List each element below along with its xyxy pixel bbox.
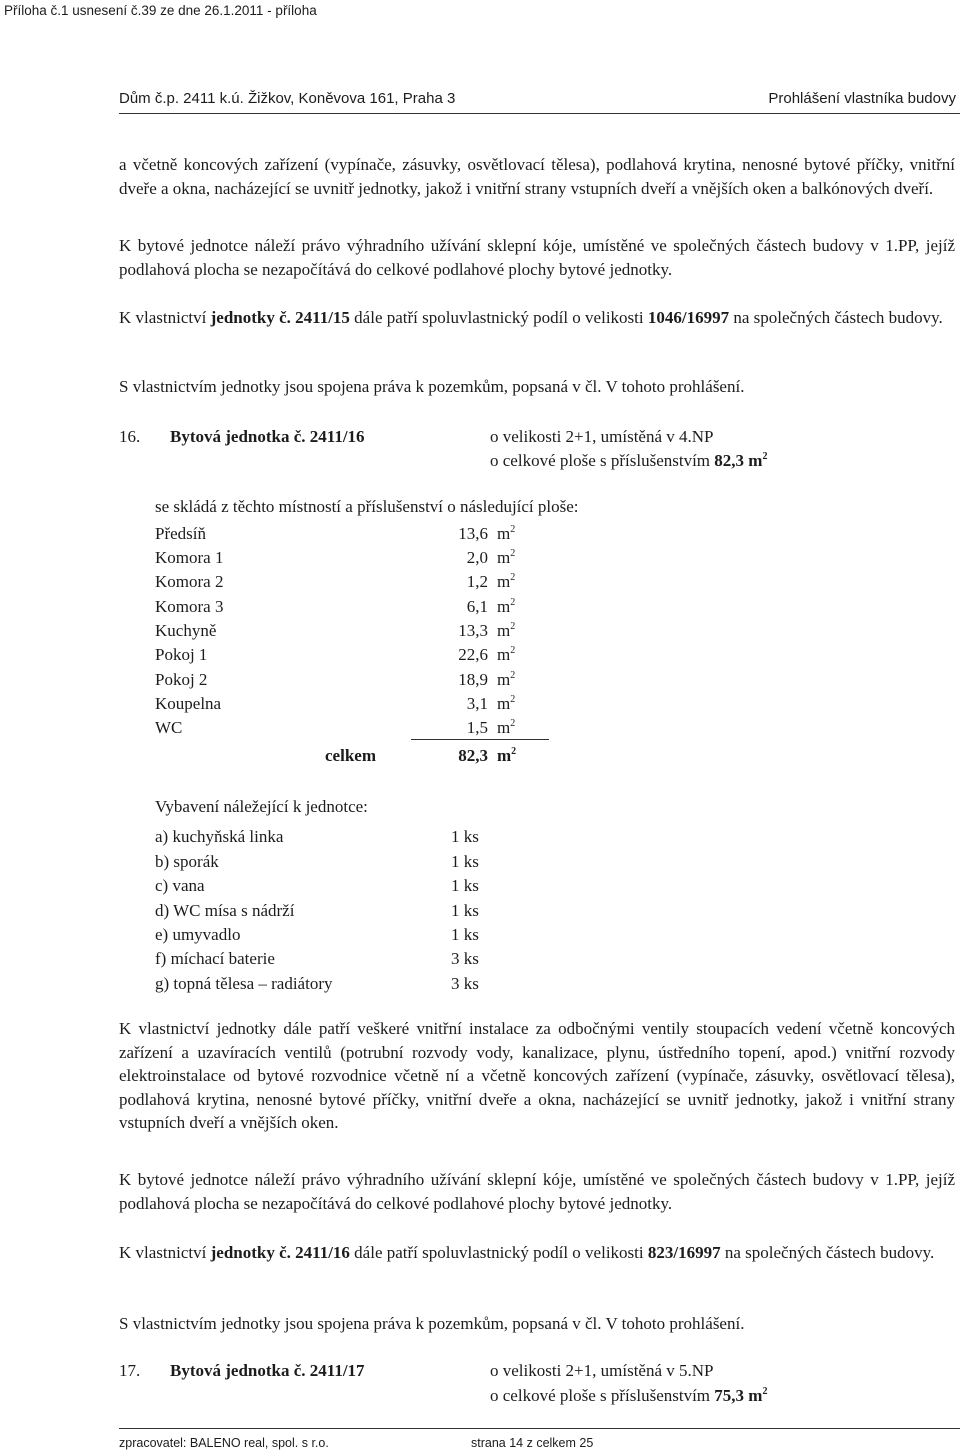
room-name: Pokoj 2	[155, 670, 208, 689]
equipment-intro: Vybavení náležející k jednotce:	[155, 797, 368, 816]
room-unit: $m^2$	[497, 645, 516, 664]
unit15-share-value: 1046/16997	[647, 308, 730, 327]
room-name: Komora 1	[155, 548, 224, 567]
equipment-qty: 1 ks	[451, 827, 479, 846]
unit17-number: 17.	[119, 1361, 141, 1380]
unit15-land-rights-text: S vlastnictvím jednotky jsou spojena práva k pozemkům, popsaná v čl. V tohoto prohlášení.	[119, 377, 745, 396]
equipment-item: e) umyvadlo	[155, 925, 241, 944]
room-name: Koupelna	[155, 694, 222, 713]
footer-prepared-by: zpracovatel: BALENO real, spol. s r.o.	[119, 1436, 329, 1450]
unit15-installations-text: a včetně koncových zařízení (vypínače, zásuvky, osvětlovací tělesa), podlahová krytina, nenosné bytové příčky, vnitřní dveře a okna, nacházející se uvnitř jednotky, jakož i vnitřní strany vstupních dveří a vnějších oken a balkónových dveří.	[119, 155, 955, 198]
room-name: Pokoj 1	[155, 645, 208, 664]
room-area: 1,5	[466, 718, 488, 737]
equipment-item: d) WC mísa s nádrží	[155, 901, 295, 920]
equipment-qty: 3 ks	[451, 949, 479, 968]
room-unit: $m^2$	[497, 597, 516, 616]
equipment-qty: 1 ks	[451, 876, 479, 895]
room-unit: $m^2$	[497, 621, 516, 640]
total-area: 82,3	[458, 746, 488, 765]
unit16-cellar-text: K bytové jednotce náleží právo výhradního užívání sklepní kóje, umístěné ve společných částech budovy v 1.PP, jejíž podlahová plocha se nezapočítává do celkové podlahové plochy bytové jednotky.	[119, 1170, 955, 1213]
total-unit: $m^2$	[497, 746, 517, 765]
unit16-share-text: K vlastnictví jednotky č. 2411/16 dále patří spoluvlastnický podíl o velikosti 823/16997 na společných částech budovy.	[119, 1243, 935, 1262]
room-unit: $m^2$	[497, 670, 516, 689]
unit17-title: Bytová jednotka č. 2411/17	[170, 1361, 365, 1380]
unit16-share-value: 823/16997	[647, 1243, 721, 1262]
room-unit: $m^2$	[497, 694, 516, 713]
unit16-id: jednotky č. 2411/16	[210, 1243, 350, 1262]
unit16-number: 16.	[119, 427, 141, 446]
room-area: 2,0	[466, 548, 488, 567]
unit15-share-text: K vlastnictví jednotky č. 2411/15 dále patří spoluvlastnický podíl o velikosti 1046/16997 na společných částech budovy.	[119, 308, 943, 327]
room-name: Předsíň	[155, 524, 206, 543]
unit17-size: o velikosti 2+1, umístěná v 5.NP	[490, 1361, 714, 1380]
room-area: 13,3	[458, 621, 488, 640]
equipment-item: b) sporák	[155, 852, 219, 871]
room-area: 1,2	[466, 572, 488, 591]
unit16-land-rights-text: S vlastnictvím jednotky jsou spojena práva k pozemkům, popsaná v čl. V tohoto prohlášení.	[119, 1314, 745, 1333]
unit16-size: o velikosti 2+1, umístěná v 4.NP	[490, 427, 714, 446]
room-area: 13,6	[458, 524, 488, 543]
equipment-qty: 1 ks	[451, 852, 479, 871]
unit16-title: Bytová jednotka č. 2411/16	[170, 427, 365, 446]
room-name: Komora 3	[155, 597, 224, 616]
unit15-cellar-text: K bytové jednotce náleží právo výhradního užívání sklepní kóje, umístěné ve společných částech budovy v 1.PP, jejíž podlahová plocha se nezapočítává do celkové podlahové plochy bytové jednotky.	[119, 236, 955, 279]
room-area: 18,9	[458, 670, 488, 689]
equipment-qty: 1 ks	[451, 901, 479, 920]
room-area: 6,1	[466, 597, 488, 616]
building-address: Dům č.p. 2411 k.ú. Žižkov, Koněvova 161, Praha 3	[119, 90, 456, 107]
equipment-item: g) topná tělesa – radiátory	[155, 974, 333, 993]
unit17-total-area: o celkové ploše s příslušenstvím 75,3 $m^2$	[490, 1386, 768, 1405]
equipment-qty: 1 ks	[451, 925, 479, 944]
footer-page-number: strana 14 z celkem 25	[471, 1436, 594, 1450]
equipment-item: a) kuchyňská linka	[155, 827, 284, 846]
document-title: Prohlášení vlastníka budovy	[768, 90, 956, 107]
annex-note: Příloha č.1 usnesení č.39 ze dne 26.1.2011 - příloha	[4, 3, 317, 18]
room-unit: $m^2$	[497, 524, 516, 543]
total-divider	[411, 739, 549, 740]
room-unit: $m^2$	[497, 548, 516, 567]
equipment-qty: 3 ks	[451, 974, 479, 993]
room-name: WC	[155, 718, 183, 737]
total-label: celkem	[325, 746, 376, 765]
room-unit: $m^2$	[497, 572, 516, 591]
room-area: 3,1	[466, 694, 488, 713]
rooms-intro: se skládá z těchto místností a příslušenství o následující ploše:	[155, 497, 579, 516]
equipment-item: c) vana	[155, 876, 205, 895]
room-unit: $m^2$	[497, 718, 516, 737]
room-name: Komora 2	[155, 572, 224, 591]
room-name: Kuchyně	[155, 621, 217, 640]
unit15-id: jednotky č. 2411/15	[210, 308, 350, 327]
footer-divider	[119, 1428, 960, 1429]
equipment-item: f) míchací baterie	[155, 949, 275, 968]
room-area: 22,6	[458, 645, 488, 664]
header-divider	[119, 113, 960, 114]
unit16-installations-text: K vlastnictví jednotky dále patří veškeré vnitřní instalace za odbočnými ventily stoupacích vedení včetně koncových zařízení a uzavíracích ventilů (potrubní rozvody vody, kanalizace, plynu, ústředního topení, apod.) vnitřní rozvody elektroinstalace od bytové rozvodnice včetně ní a včetně koncových zařízení (vypínače, zásuvky, osvětlovací tělesa), podlahová krytina, nenosné bytové příčky, vnitřní dveře a okna, nacházející se uvnitř jednotky, jakož i vnitřní strany vstupních dveří a vnějších oken.	[119, 1019, 955, 1132]
unit16-total-area: o celkové ploše s příslušenstvím 82,3 $m^2$	[490, 451, 768, 470]
